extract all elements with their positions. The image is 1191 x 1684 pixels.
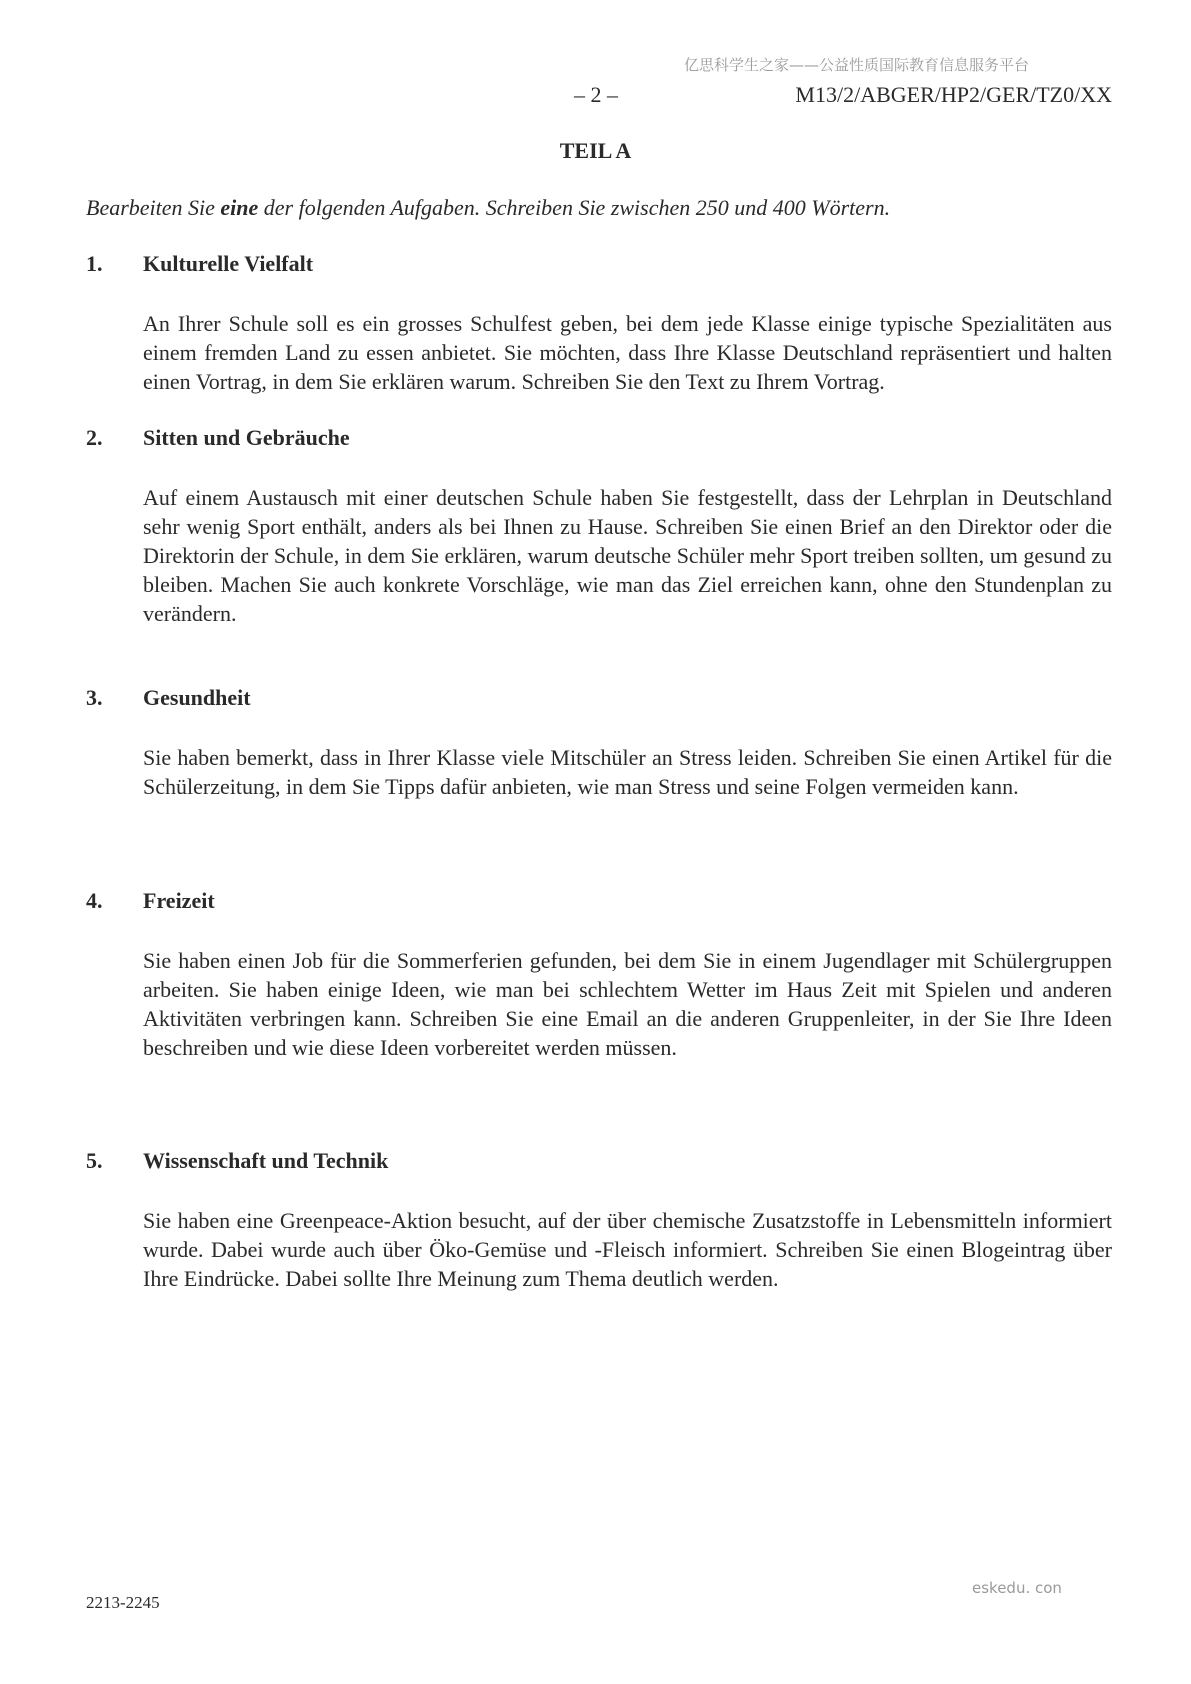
task-title: Kulturelle Vielfalt: [143, 251, 314, 276]
task-title: Wissenschaft und Technik: [143, 1148, 389, 1173]
task-header: [86, 425, 1112, 455]
task-title: Gesundheit: [143, 685, 251, 710]
header-watermark: 亿思科学生之家——公益性质国际教育信息服务平台: [684, 56, 1030, 74]
task-header: [86, 1148, 1112, 1178]
task-text: An Ihrer Schule soll es ein grosses Schulfest geben, bei dem jede Klasse einige typische Spezialitäten aus einem fremden Land zu essen anbietet. Sie möchten, dass Ihre Klasse Deutschland repräsentiert und halten einen Vortrag, in dem Sie erklären warum. Schreiben Sie den Text zu Ihrem Vortrag.: [143, 311, 1112, 394]
footer-watermark: eskedu. con: [972, 1579, 1062, 1597]
task-number: 1.: [86, 251, 103, 276]
task-number: 4.: [86, 888, 103, 913]
task-text: Sie haben eine Greenpeace-Aktion besucht, auf der über chemische Zusatzstoffe in Lebensmitteln informiert wurde. Dabei wurde auch über Öko-Gemüse und -Fleisch informiert. Schreiben Sie einen Blogeintrag über Ihre Eindrücke. Dabei sollte Ihre Meinung zum Thema deutlich werden.: [143, 1208, 1112, 1291]
part-title: TEIL A: [559, 138, 632, 163]
footer-code: 2213-2245: [86, 1593, 160, 1612]
instructions-before: Bearbeiten Sie: [86, 195, 221, 220]
task-text: Sie haben bemerkt, dass in Ihrer Klasse viele Mitschüler an Stress leiden. Schreiben Sie einen Artikel für die Schülerzeitung, in dem Sie Tipps dafür anbieten, wie man Stress und seine Folgen vermeiden kann.: [143, 745, 1112, 799]
task-title: Freizeit: [143, 888, 215, 913]
task-text: Sie haben einen Job für die Sommerferien gefunden, bei dem Sie in einem Jugendlager mit Schülergruppen arbeiten. Sie haben einige Ideen, wie man bei schlechtem Wetter im Haus Zeit mit Spielen und anderen Aktivitäten verbringen kann. Schreiben Sie eine Email an die anderen Gruppenleiter, in der Sie Ihre Ideen beschreiben und wie diese Ideen vorbereitet werden müssen.: [143, 948, 1112, 1060]
task-header: [86, 888, 1112, 918]
instructions: [86, 195, 890, 221]
task-number: 5.: [86, 1148, 103, 1173]
page-number: – 2 –: [574, 82, 618, 107]
task-1: [86, 251, 1112, 396]
task-header: [86, 685, 1112, 715]
task-4: [86, 888, 1112, 1062]
task-title: Sitten und Gebräuche: [143, 425, 350, 450]
task-number: 3.: [86, 685, 103, 710]
paper-code: M13/2/ABGER/HP2/GER/TZ0/XX: [795, 82, 1112, 107]
task-header: [86, 251, 1112, 281]
task-number: 2.: [86, 425, 103, 450]
task-2: [86, 425, 1112, 628]
task-3: [86, 685, 1112, 801]
instructions-after: der folgenden Aufgaben. Schreiben Sie zwischen 250 und 400 Wörtern.: [258, 195, 891, 220]
instructions-emphasis: eine: [220, 195, 259, 220]
task-text: Auf einem Austausch mit einer deutschen Schule haben Sie festgestellt, dass der Lehrplan in Deutschland sehr wenig Sport enthält, anders als bei Ihnen zu Hause. Schreiben Sie einen Brief an den Direktor oder die Direktorin der Schule, in dem Sie erklären, warum deutsche Schüler mehr Sport treiben sollten, um gesund zu bleiben. Machen Sie auch konkrete Vorschläge, wie man das Ziel erreichen kann, ohne den Stundenplan zu verändern.: [143, 485, 1112, 626]
task-5: [86, 1148, 1112, 1293]
